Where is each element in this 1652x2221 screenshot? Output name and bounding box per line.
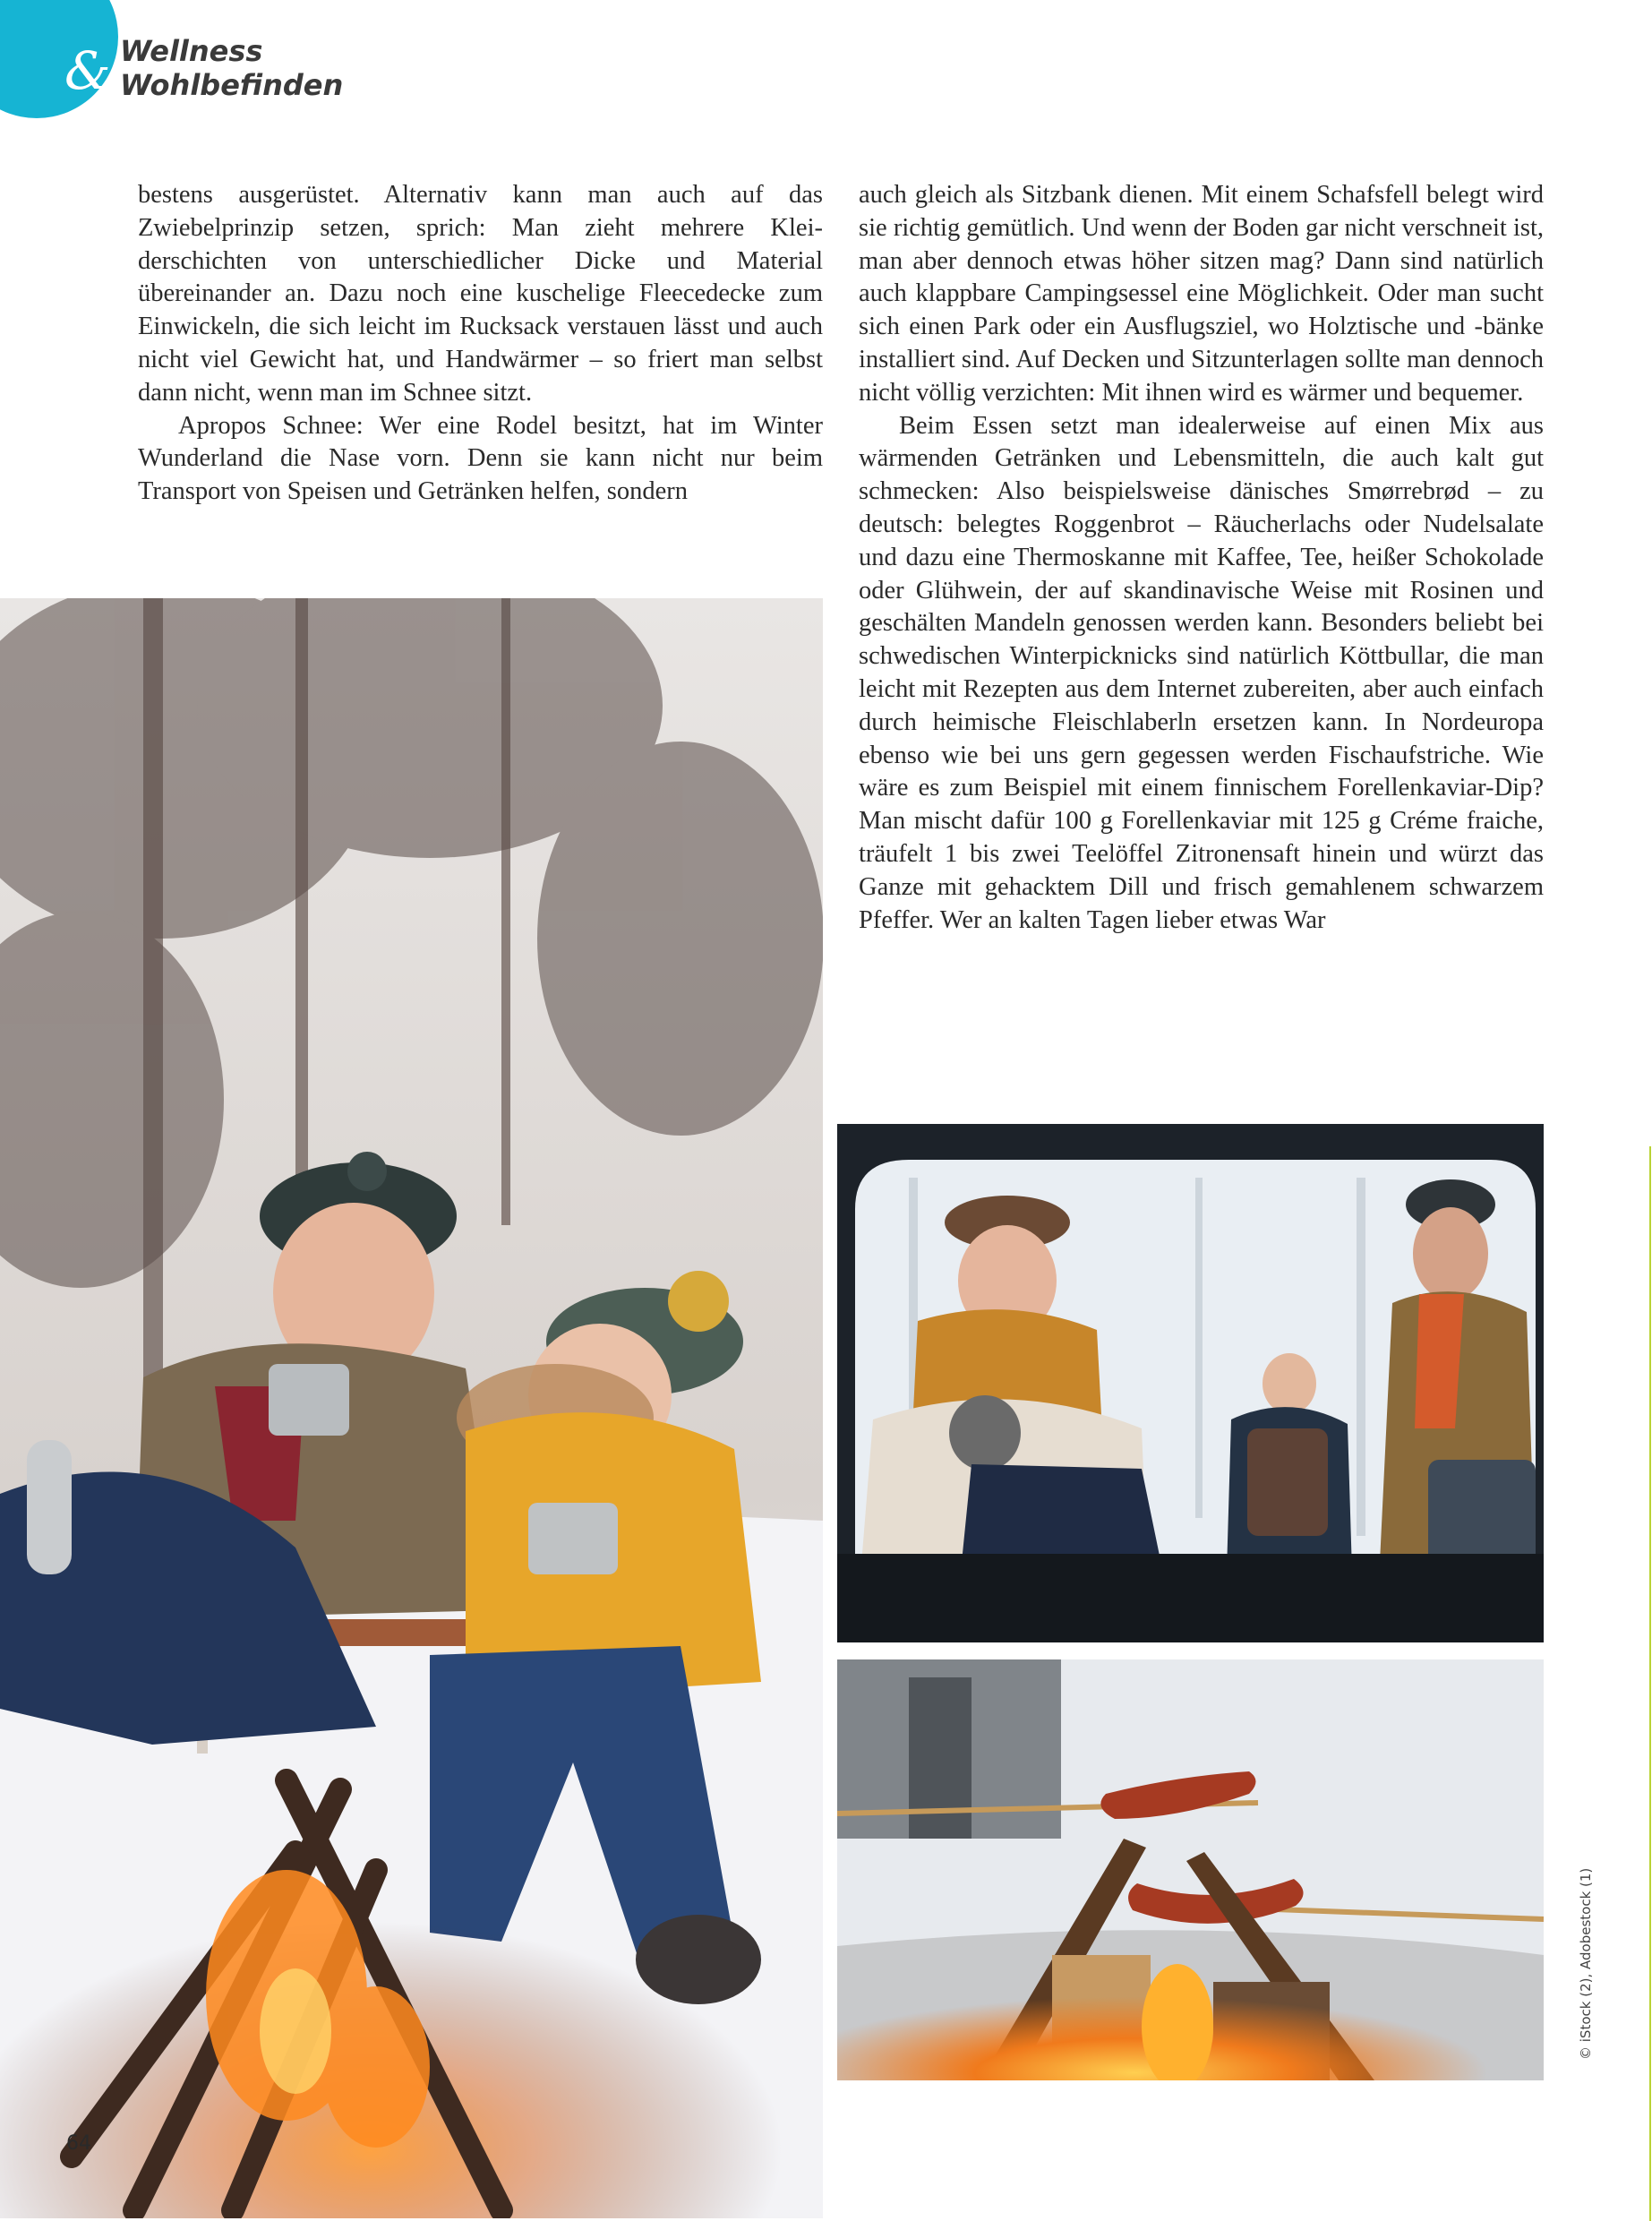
page-number: 64: [66, 2132, 91, 2155]
section-title-line2: Wohlbefinden: [120, 68, 344, 102]
paragraph: Apropos Schnee: Wer eine Rodel besitzt, hat im Winter Wunderland die Nase vorn. Denn sie kann nicht nur beim Transport von Speisen und Getränken helfen, sondern: [138, 411, 823, 506]
section-title: [120, 34, 343, 102]
photo-credit: © iStock (2), Adobestock (1): [1578, 1867, 1594, 2060]
paragraph: Beim Essen setzt man idealerweise auf einen Mix aus wärmenden Getränken und Lebensmitteln, die auch kalt gut schmecken: Also beispielsweise dänisches Smørrebrød – zu deutsch: belegtes Roggenbrot – Räucherlachs oder Nudelsalate und dazu eine Thermoskanne mit Kaffee, Tee, heißer Schokolade oder Glühwein, der auf skandinavische Weise mit Rosinen und geschälten Mandeln genossen werden kann. Besonders beliebt bei schwedischen Winterpicknicks sind natürlich Köttbullar, die man leicht mit Rezepten aus dem Internet zubereiten, aber auch einfach durch heimische Fleischlaberln ersetzen kann. In Nordeuropa ebenso wie bei uns gern gegessen werden Fischaufstriche. Wie wäre es zum Beispiel mit einem finnischem Forellenkaviar-Dip? Man mischt dafür 100 g Forellenkaviar mit 125 g Créme fraiche, träufelt 1 bis zwei Teelöffel Zitronensaft hinein und würzt das Ganze mit gehacktem Dill und frisch gemahlenem schwarzem Pfeffer. Wer an kalten Tagen lieber etwas War: [859, 411, 1544, 934]
paragraph: bestens ausgerüstet. Alternativ kann man auch auf das Zwiebelprinzip setzen, sprich: Man zieht mehrere Kleiderschichten von unterschiedlicher Dicke und Material übereinander an. Dazu noch eine kuschelige Fleecedecke zum Einwickeln, die sich leicht im Rucksack verstauen lässt und auch nicht viel Gewicht hat, und Handwärmer – so friert man selbst dann nicht, wenn man im Schnee sitzt.: [138, 181, 823, 407]
section-title-line1: Wellness: [120, 34, 263, 68]
article-column-left: [138, 179, 823, 509]
paragraph: auch gleich als Sitzbank dienen. Mit einem Schafsfell belegt wird sie richtig gemütlich. Und wenn der Boden gar nicht verschneit ist, man aber dennoch etwas höher sitzen mag? Dann sind natürlich auch klappbare Campingsessel eine Möglichkeit. Oder man sucht sich einen Park oder ein Ausflugsziel, wo Holztische und -bänke installiert sind. Auf Decken und Sitzunterlagen sollte man dennoch nicht völlig verzichten: Mit ihnen wird es wärmer und bequemer.: [859, 181, 1544, 407]
photo-sausages-campfire: [837, 1659, 1544, 2080]
photo-family-sled-campfire: [0, 598, 823, 2218]
page-edge-rule: [1649, 1146, 1651, 2221]
section-ampersand: &: [64, 40, 111, 101]
photo-car-trunk-backpacks: [837, 1124, 1544, 1642]
article-column-right: [859, 179, 1544, 937]
